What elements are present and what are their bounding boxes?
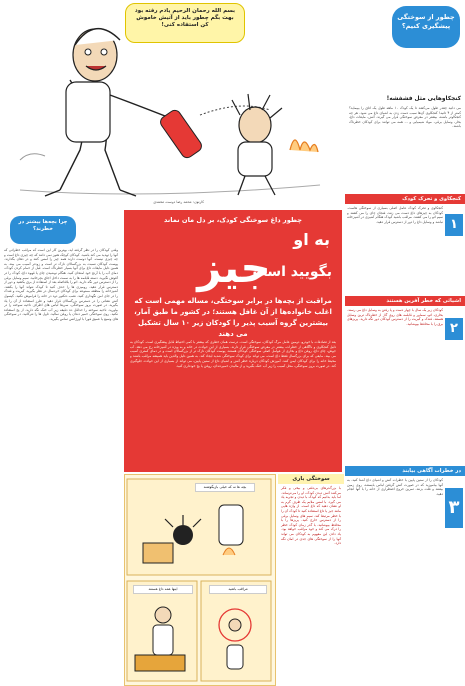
right-column [345, 94, 465, 686]
comic-caption-3: مراقب باشید [209, 585, 267, 594]
section1-number: ۱ [445, 214, 463, 236]
section2-text: کودکان زیر یک سال با چهار دست و پا رفتن به وسایل داغ می رسند. بخاری، اتو، سماور و قابلمه های روی گاز از خطرناک ترین وسایل هستند. فندک و کبریت را از دسترس کودکان دور نگه دارید. پریزهای برق را با محافظ بپوشانید. [347, 308, 443, 326]
comic-strip [124, 474, 276, 686]
section3-number: ۳ [445, 488, 463, 528]
intro-title: کنجکاوهایی مثل فشفشه! [386, 96, 461, 102]
section1-header: کنجکاوی و تحرک کودک [345, 194, 465, 204]
tips-text: با بزرگ‌ترهای بی‌دقتی و بیخی و فکر می‌کنند آتش دیدن کودک، او را می‌ترساند. اما باید بدانیم که کودک با دیدن و تجربه یاد می گیرد. با لمس ملایم یک ظرف گرم به او نشان دهید که داغ است. از واژه هایی مانند جیز یا داغ استفاده کنید تا کودک آن را با خطر مرتبط کند. سیم های وسایل برقی را از دسترس خارج کنید. پریزها را با محافظ بپوشانید. با گذر زمان کودک خطر را درک می کند و خود مراقب خواهد بود. یاد دادن این مفهوم به کودکان می تواند آنها را از سوختگی های جدی در امان نگه دارد. [281, 486, 341, 546]
section1-text: کنجکاوی و تحرک کودک عامل اصلی بسیاری از سوختگی هاست. کودکان به چیزهای داغ دست می زنند، فنجان چای را می کشند و سیم اتو را می کشند. مراقب باشید کودک هنگام آشپزی در آشپزخانه نباشد و وسایل داغ را دور از دسترس قرار دهید. [347, 206, 443, 224]
section3-header: در خطرات آگاهی بیابند [345, 466, 465, 476]
cartoon-speech-text: بسم الله رحمان الرحیم یادم رفته بود بهت بگم چطور باید از آتیش خاموش کن استفاده کنی! [134, 8, 236, 28]
prevention-question-text: چطور از سوختگی پیشگیری کنیم؟ [397, 13, 455, 30]
hero-headline-c: بگویید است [252, 264, 332, 280]
hero-headline-b: جیز [197, 243, 271, 292]
prevention-question-bubble [392, 6, 460, 48]
tips-column [278, 474, 344, 686]
left-column [0, 212, 122, 686]
headline-box [124, 210, 342, 472]
left-column-text: وقتی کودکان را در نظر گرفته اید، بهترین کار این است که مراقب خطراتی که آنها را تهدید می کند باشید. کودکان کوچک هنوز نمی دانند که چه چیزی داغ است و چه چیزی نیست. آنها دوست دارند همه چیز را لمس کنند و در دهان بگذارند. پوست کودکان نسبت به بزرگسالان نازک تر است و زودتر آسیب می بیند. به همین دلیل مایعات داغ برای آنها بسیار خطرناک است. قبل از حمام کردن کودک، دمای آب را با آرنج خود امتحان کنید. هنگام نوشیدن چای یا قهوه داغ، کودک را در آغوش نگیرید. دسته قابلمه ها را به سمت داخل اجاق بچرخانید. سیم وسایل برقی را از دسترس دور نگه دارید. اتو را بلافاصله بعد از استفاده از برق بکشید و دور از دسترس قرار دهید. رومیزی ها را حذف کنید تا کودک نتواند آنها را بکشد. آشپزخانه را منطقه ممنوعه برای کودکان خردسال در نظر بگیرید. کبریت و فندک را در جای امن نگهداری کنید. نصب دتکتور دود در خانه را فراموش نکنید. کپسول آتش نشانی را در دسترس بزرگسالان قرار دهید و طرز استفاده از آن را یاد بگیرید. در صورت بروز سوختگی، سریعا لباس های اطراف ناحیه سوخته را در بیاورید. ناحیه سوخته را حداقل ده دقیقه زیر آب خنک نگه دارید. از یخ استفاده نکنید. روی سوختگی خمیر دندان یا روغن نمالید. تاول ها را نترکانید. در سوختگی های وسیع یا عمیق فورا با اورژانس تماس بگیرید. [4, 248, 118, 321]
bottom-middle [124, 474, 344, 686]
section2-number: ۲ [445, 318, 463, 340]
left-question-text: چرا بچه‌ها بیشتر در خطرند؟ [18, 219, 68, 232]
tips-heading: سوختگی باری [278, 474, 344, 484]
cartoon-speech-bubble [125, 3, 245, 43]
hero-body: بعد از تصادفات با خودرو، دومین عامل مرگ کودکان، سوختگی است. درست همان خطری که بیشتر با کمی احتیاط قابل پیشگیری است. کودکان به دلیل کنجکاوی و ناآگاهی از خطرات، بیشتر در معرض سوختگی قرار دارند. بسیاری از این حوادث در خانه و به ویژه در آشپزخانه رخ می دهد. آب جوش، چای داغ، روغن داغ و بخاری از عوامل اصلی سوختگی کودکان هستند. پوست کودکان نازک تر از بزرگسالان است و در دمای کمتری آسیب می بیند. مایعی که برای بزرگسال فقط داغ است، می تواند برای کودک سوختگی شدید ایجاد کند. به همین دلیل والدین باید همیشه مراقب باشند و محیط خانه را برای کودکان ایمن کنند. آموزش کودکان درباره خطر آتش و اشیای داغ از سنین پایین، می تواند از بسیاری از این حوادث جلوگیری کند. در صورت بروز سوختگی، محل آسیب را زیر آب خنک بگیرید و از مالیدن خمیردندان، روغن یا یخ خودداری کنید. [130, 340, 336, 368]
section3-text: کودکان را از سنین پایین با خطرات آتش و اشیای داغ آشنا کنید. به آنها بیاموزید که در صورت آتش گرفتن لباس بایستند، روی زمین بیفتند و غلت بزنند. تمرین خروج اضطراری از خانه را با آنها انجام دهید. [347, 478, 443, 496]
comic-caption-2: اینها همه داغ هستند [133, 585, 193, 594]
comic-caption-1: بچه ها نه که خیلی بازیگوشند [195, 483, 255, 492]
hero-headline-a: به او [293, 230, 330, 249]
left-question-bubble [10, 216, 76, 244]
cartoon-credit: کارتون: محمد رضا دوست محمدی [153, 200, 204, 204]
top-cartoon [0, 0, 345, 212]
intro-text: می دانید چقدر طول می‌کشد تا یک کودک ۱۰ ماهه طول یک اتاق را بپیماید؟ کمتر از ۴ ثانیه! کنجکاوی آن‌ها سبب دست زدن به اشیای داغ می شود. هر چه کنجکاوتر باشند، بیشتر در معرض سوختگی قرار می گیرند. آتش، مایعات داغ، بخار، وسایل برقی، مواد شیمیایی و ... همه می توانند برای کودکان خطرناک باشند. [349, 106, 461, 129]
hero-subhead: مراقبت از بچه‌ها در برابر سوختگی، مساله مهمی است که اغلب خانواده‌ها از آن غافل هستند؛ در کشور ما طبق آمار، بیشترین گروه آسیب پذیر را کودکان زیر ۱۰ سال تشکیل می دهند [134, 297, 332, 338]
comic-illustration [124, 475, 275, 686]
section2-header: اشیائی که خطر آفرین هستند [345, 296, 465, 306]
hero-kicker: چطور داغ سوختگی کودک، بر دل مان نماند [163, 216, 303, 224]
